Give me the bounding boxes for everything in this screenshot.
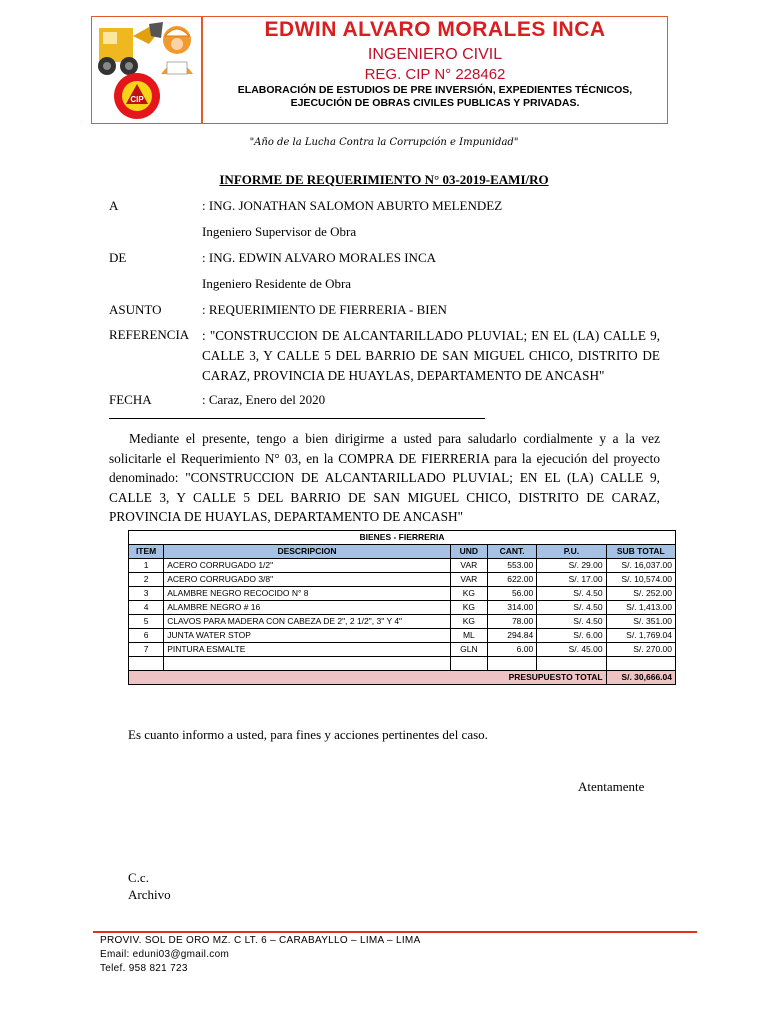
cell-quantity: 553.00 bbox=[487, 559, 536, 573]
column-header: DESCRIPCION bbox=[164, 545, 451, 559]
cell-item: 2 bbox=[129, 573, 164, 587]
cell-item: 5 bbox=[129, 615, 164, 629]
cell-unit-price: S/. 6.00 bbox=[537, 629, 606, 643]
footer-email: Email: eduni03@gmail.com bbox=[100, 949, 230, 960]
cell-quantity: 78.00 bbox=[487, 615, 536, 629]
cell-empty bbox=[537, 657, 606, 671]
date-label: FECHA bbox=[109, 392, 152, 407]
footer-address: PROVIV. SOL DE ORO MZ. C LT. 6 – CARABAYLLO – LIMA – LIMA bbox=[100, 935, 421, 946]
header-divider bbox=[201, 17, 203, 123]
column-header: ITEM bbox=[129, 545, 164, 559]
cell-description: PINTURA ESMALTE bbox=[164, 643, 451, 657]
table-row bbox=[129, 587, 676, 601]
cell-empty bbox=[164, 657, 451, 671]
archive-label: Archivo bbox=[128, 887, 171, 902]
cell-unit: GLN bbox=[450, 643, 487, 657]
footer-phone: Telef. 958 821 723 bbox=[100, 963, 188, 974]
total-row bbox=[129, 671, 676, 685]
total-value: S/. 30,666.04 bbox=[606, 671, 675, 685]
company-name: EDWIN ALVARO MORALES INCA bbox=[264, 18, 606, 41]
cell-description: ACERO CORRUGADO 3/8" bbox=[164, 573, 451, 587]
total-label: PRESUPUESTO TOTAL bbox=[129, 671, 607, 685]
cell-unit-price: S/. 4.50 bbox=[537, 587, 606, 601]
cell-subtotal: S/. 252.00 bbox=[606, 587, 675, 601]
cell-description: CLAVOS PARA MADERA CON CABEZA DE 2", 2 1/2", 3" Y 4" bbox=[164, 615, 451, 629]
cell-subtotal: S/. 1,769.04 bbox=[606, 629, 675, 643]
from-label: DE bbox=[109, 250, 127, 265]
cell-quantity: 314.00 bbox=[487, 601, 536, 615]
cell-item: 4 bbox=[129, 601, 164, 615]
cell-quantity: 56.00 bbox=[487, 587, 536, 601]
cell-unit: VAR bbox=[450, 559, 487, 573]
company-description-line: ELABORACIÓN DE ESTUDIOS DE PRE INVERSIÓN, EXPEDIENTES TÉCNICOS, bbox=[237, 84, 633, 96]
table-title: BIENES - FIERRERIA bbox=[129, 531, 676, 545]
table-row bbox=[129, 559, 676, 573]
cell-unit: KG bbox=[450, 601, 487, 615]
cell-subtotal: S/. 10,574.00 bbox=[606, 573, 675, 587]
cell-quantity: 6.00 bbox=[487, 643, 536, 657]
subject-value: : REQUERIMIENTO DE FIERRERIA - BIEN bbox=[202, 302, 447, 317]
column-header: P.U. bbox=[537, 545, 606, 559]
date-value: : Caraz, Enero del 2020 bbox=[202, 392, 326, 407]
year-motto: "Año de la Lucha Contra la Corrupción e Impunidad" bbox=[249, 137, 519, 148]
cell-unit-price: S/. 4.50 bbox=[537, 615, 606, 629]
company-logo bbox=[93, 18, 201, 122]
requirements-table bbox=[128, 530, 676, 685]
company-description bbox=[205, 84, 665, 110]
column-header: UND bbox=[450, 545, 487, 559]
cell-description: ALAMBRE NEGRO # 16 bbox=[164, 601, 451, 615]
cell-unit-price: S/. 45.00 bbox=[537, 643, 606, 657]
cell-description: JUNTA WATER STOP bbox=[164, 629, 451, 643]
subject-label: ASUNTO bbox=[109, 302, 162, 317]
cell-description: ALAMBRE NEGRO RECOCIDO N° 8 bbox=[164, 587, 451, 601]
table-row bbox=[129, 643, 676, 657]
cell-item: 7 bbox=[129, 643, 164, 657]
to-value: : ING. JONATHAN SALOMON ABURTO MELENDEZ bbox=[202, 198, 503, 213]
excavator-icon bbox=[98, 22, 163, 75]
column-header: SUB TOTAL bbox=[606, 545, 675, 559]
cell-unit: VAR bbox=[450, 573, 487, 587]
cell-subtotal: S/. 351.00 bbox=[606, 615, 675, 629]
cip-seal-icon bbox=[114, 73, 160, 119]
table-row bbox=[129, 615, 676, 629]
document-title: INFORME DE REQUERIMIENTO N° 03-2019-EAMI/RO bbox=[219, 172, 549, 187]
cell-quantity: 294.84 bbox=[487, 629, 536, 643]
cell-subtotal: S/. 270.00 bbox=[606, 643, 675, 657]
cell-empty bbox=[606, 657, 675, 671]
svg-text:CIP: CIP bbox=[130, 95, 144, 104]
cell-description: ACERO CORRUGADO 1/2" bbox=[164, 559, 451, 573]
cell-empty bbox=[487, 657, 536, 671]
engineer-icon bbox=[161, 26, 193, 74]
table-row bbox=[129, 573, 676, 587]
reference-value: : "CONSTRUCCION DE ALCANTARILLADO PLUVIAL; EN EL (LA) CALLE 9, CALLE 3, Y CALLE 5 DEL BARRIO DE SAN MIGUEL CHICO, DISTRITO DE CARAZ, PROVINCIA DE HUAYLAS, DEPARTAMENTO DE ANCASH" bbox=[202, 328, 660, 383]
cell-item: 3 bbox=[129, 587, 164, 601]
table-row-empty bbox=[129, 657, 676, 671]
separator-line bbox=[109, 418, 485, 419]
cell-unit: KG bbox=[450, 615, 487, 629]
from-role: Ingeniero Residente de Obra bbox=[202, 276, 352, 291]
cc-label: C.c. bbox=[128, 870, 149, 885]
to-role: Ingeniero Supervisor de Obra bbox=[202, 224, 357, 239]
table-header-row bbox=[129, 545, 676, 559]
cell-subtotal: S/. 1,413.00 bbox=[606, 601, 675, 615]
cell-empty bbox=[450, 657, 487, 671]
table-row bbox=[129, 601, 676, 615]
cell-unit-price: S/. 4.50 bbox=[537, 601, 606, 615]
body-paragraph bbox=[109, 429, 660, 527]
cell-item: 1 bbox=[129, 559, 164, 573]
signoff-text: Atentamente bbox=[578, 779, 645, 794]
cell-unit-price: S/. 29.00 bbox=[537, 559, 606, 573]
cell-empty bbox=[129, 657, 164, 671]
table-row bbox=[129, 629, 676, 643]
footer-line bbox=[93, 931, 697, 933]
closing-text: Es cuanto informo a usted, para fines y acciones pertinentes del caso. bbox=[128, 727, 488, 742]
cell-item: 6 bbox=[129, 629, 164, 643]
body-text: Mediante el presente, tengo a bien dirigirme a usted para saludarlo cordialmente y a la vez solicitarle el Requerimiento N° 03, en la COMPRA DE FIERRERIA para la ejecución del proyecto denominado: "CONSTRUCCION DE ALCANTARILLADO PLUVIAL; EN EL (LA) CALLE 9, CALLE 3, Y CALLE 5 DEL BARRIO DE SAN MIGUEL CHICO, DISTRITO DE CARAZ, PROVINCIA DE HUAYLAS, DEPARTAMENTO DE ANCASH" bbox=[109, 431, 660, 524]
company-title: INGENIERO CIVIL bbox=[367, 46, 503, 63]
to-label: A bbox=[109, 198, 119, 213]
company-description-line: EJECUCIÓN DE OBRAS CIVILES PUBLICAS Y PRIVADAS. bbox=[290, 97, 580, 109]
column-header: CANT. bbox=[487, 545, 536, 559]
cell-subtotal: S/. 16,037.00 bbox=[606, 559, 675, 573]
cell-unit: ML bbox=[450, 629, 487, 643]
company-registration: REG. CIP N° 228462 bbox=[364, 66, 506, 83]
from-value: : ING. EDWIN ALVARO MORALES INCA bbox=[202, 250, 437, 265]
reference-label: REFERENCIA bbox=[109, 327, 190, 342]
cell-quantity: 622.00 bbox=[487, 573, 536, 587]
cell-unit: KG bbox=[450, 587, 487, 601]
cell-unit-price: S/. 17.00 bbox=[537, 573, 606, 587]
